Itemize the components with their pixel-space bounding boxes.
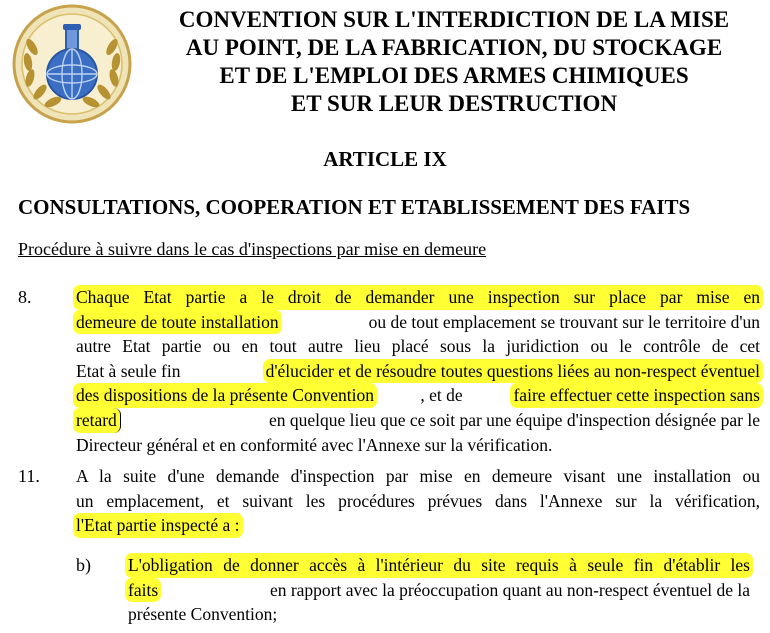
- p8-line-4-lead: Etat à seule fin: [76, 360, 185, 381]
- p8-line-7: Directeur général et en conformité avec l'Annexe sur la vérification.: [76, 434, 553, 455]
- p8-line-5-mid: , et de: [420, 385, 468, 406]
- title-line-4: ET SUR LEUR DESTRUCTION: [290, 91, 618, 116]
- section-subheading: Procédure à suivre dans le cas d'inspections par mise en demeure: [18, 239, 487, 259]
- p8-line-6-highlight: retard: [73, 408, 121, 433]
- paragraph-11-number: 11.: [18, 466, 40, 486]
- p8-line-4-highlight: d'élucider et de résoudre toutes questions liées au non-respect éventuel: [263, 359, 763, 384]
- p8-line-2-rest: ou de tout emplacement se trouvant sur le territoire d'un: [364, 311, 760, 332]
- pb-line-1-highlight: L'obligation de donner accès à l'intérieur du site requis à seule fin d'établir les: [125, 553, 753, 578]
- pb-line-2-highlight: faits: [125, 578, 161, 603]
- p8-line-6-rest: en quelque lieu que ce soit par une équipe d'inspection désignée par le: [264, 409, 760, 430]
- section-heading: CONSULTATIONS, COOPERATION ET ETABLISSEMENT DES FAITS: [18, 195, 691, 219]
- item-b-paragraph: [128, 553, 750, 627]
- title-line-3: ET DE L'EMPLOI DES ARMES CHIMIQUES: [219, 63, 689, 88]
- p11-line-2: un emplacement, et suivant les procédures prévues dans l'Annexe sur la vérification,: [76, 490, 760, 511]
- logo-emblem-icon: [10, 2, 134, 126]
- article-heading: ARTICLE IX: [323, 147, 447, 171]
- document-title: [140, 6, 768, 118]
- pb-line-3: présente Convention;: [128, 604, 278, 625]
- paragraph-8-number: 8.: [18, 287, 32, 307]
- p11-line-1: A la suite d'une demande d'inspection par mise en demeure visant une installation ou: [76, 466, 760, 486]
- p8-line-5-highlight-b: faire effectuer cette inspection sans: [510, 383, 763, 408]
- p8-line-5-highlight-a: des dispositions de la présente Convention: [73, 383, 377, 408]
- paragraph-8: [76, 285, 760, 457]
- item-b-label: b): [76, 555, 91, 575]
- p8-line-3: autre Etat partie ou en tout autre lieu placé sous la juridiction ou le contrôle de cet: [76, 336, 760, 357]
- title-line-1: CONVENTION SUR L'INTERDICTION DE LA MISE: [178, 7, 730, 32]
- p8-line-1: Chaque Etat partie a le droit de demander une inspection sur place par mise en: [73, 285, 763, 310]
- p11-line-3-highlight: l'Etat partie inspecté a :: [73, 513, 243, 538]
- pb-line-2-rest: en rapport avec la préoccupation quant au non-respect éventuel de la: [265, 579, 750, 600]
- title-line-2: AU POINT, DE LA FABRICATION, DU STOCKAGE: [185, 35, 723, 60]
- opcw-logo: [10, 2, 134, 126]
- p8-line-2-highlight: demeure de toute installation: [73, 310, 282, 335]
- paragraph-11: [76, 464, 760, 538]
